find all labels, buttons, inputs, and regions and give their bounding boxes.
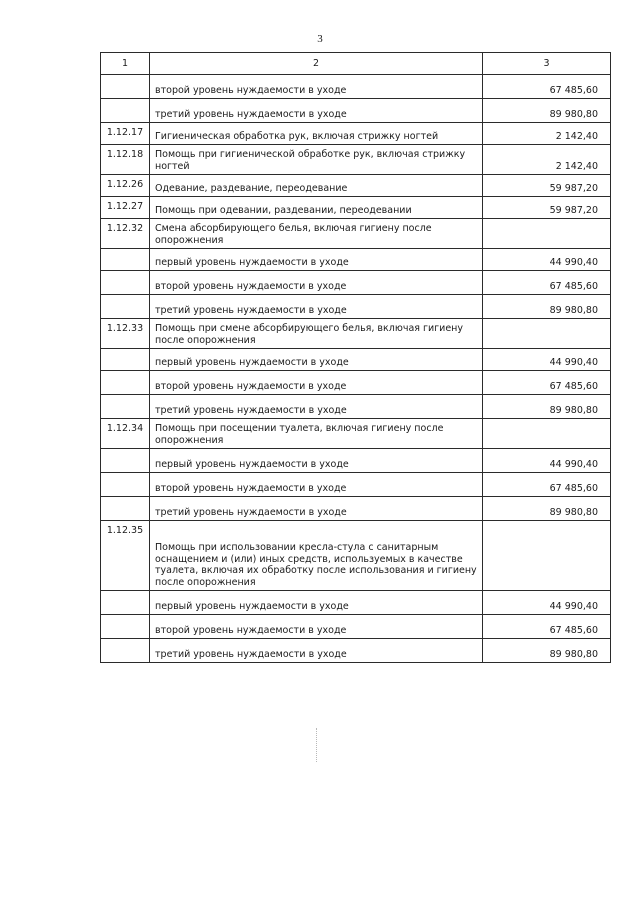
table-row	[101, 319, 611, 349]
column-header-code: 1	[101, 53, 150, 75]
table-row	[101, 271, 611, 295]
row-service-name: третий уровень нуждаемости в уходе	[150, 639, 483, 663]
table-row	[101, 371, 611, 395]
row-code	[101, 615, 150, 639]
row-service-name: Помощь при смене абсорбирующего белья, включая гигиену после опорожнения	[150, 319, 483, 349]
row-price: 44 990,40	[483, 349, 611, 371]
row-code	[101, 395, 150, 419]
row-service-name: первый уровень нуждаемости в уходе	[150, 591, 483, 615]
scan-artifact-dots	[316, 728, 318, 762]
table-row	[101, 219, 611, 249]
table-row	[101, 591, 611, 615]
table-row	[101, 349, 611, 371]
table-row	[101, 175, 611, 197]
table-row	[101, 295, 611, 319]
row-service-name: Помощь при одевании, раздевании, переодевании	[150, 197, 483, 219]
row-code: 1.12.35	[101, 521, 150, 591]
table-row	[101, 615, 611, 639]
table-row	[101, 639, 611, 663]
row-price: 2 142,40	[483, 123, 611, 145]
row-service-name: второй уровень нуждаемости в уходе	[150, 75, 483, 99]
row-price: 2 142,40	[483, 145, 611, 175]
row-service-name: второй уровень нуждаемости в уходе	[150, 271, 483, 295]
row-service-name: Помощь при гигиенической обработке рук, включая стрижку ногтей	[150, 145, 483, 175]
row-code	[101, 371, 150, 395]
row-service-name: второй уровень нуждаемости в уходе	[150, 371, 483, 395]
row-service-name: первый уровень нуждаемости в уходе	[150, 249, 483, 271]
table-row	[101, 473, 611, 497]
row-code: 1.12.17	[101, 123, 150, 145]
row-price: 67 485,60	[483, 473, 611, 497]
row-service-name: Помощь при использовании кресла-стула с санитарным оснащением и (или) иных средств, используемых в качестве туалета, включая их обработку после использования и гигиену после опорожнения	[150, 521, 483, 591]
row-code: 1.12.33	[101, 319, 150, 349]
table-row	[101, 99, 611, 123]
row-code	[101, 99, 150, 123]
row-price: 89 980,80	[483, 395, 611, 419]
row-price: 67 485,60	[483, 371, 611, 395]
table-row	[101, 497, 611, 521]
row-code: 1.12.34	[101, 419, 150, 449]
row-service-name: третий уровень нуждаемости в уходе	[150, 295, 483, 319]
table-row	[101, 521, 611, 591]
column-header-price: 3	[483, 53, 611, 75]
row-code	[101, 75, 150, 99]
table-row	[101, 75, 611, 99]
row-price: 67 485,60	[483, 271, 611, 295]
table-row	[101, 145, 611, 175]
table-header-row	[101, 53, 611, 75]
table-row	[101, 395, 611, 419]
row-price: 89 980,80	[483, 497, 611, 521]
row-price: 44 990,40	[483, 449, 611, 473]
row-price	[483, 419, 611, 449]
row-service-name: второй уровень нуждаемости в уходе	[150, 615, 483, 639]
page-number: 3	[317, 33, 323, 45]
row-service-name: Смена абсорбирующего белья, включая гигиену после опорожнения	[150, 219, 483, 249]
row-code: 1.12.18	[101, 145, 150, 175]
row-service-name: первый уровень нуждаемости в уходе	[150, 449, 483, 473]
tariff-table-body	[101, 53, 611, 663]
row-service-name: Гигиеническая обработка рук, включая стрижку ногтей	[150, 123, 483, 145]
row-price: 59 987,20	[483, 175, 611, 197]
row-code	[101, 639, 150, 663]
row-service-name: третий уровень нуждаемости в уходе	[150, 497, 483, 521]
row-price	[483, 521, 611, 591]
row-price	[483, 319, 611, 349]
row-code	[101, 591, 150, 615]
row-price: 89 980,80	[483, 639, 611, 663]
row-code: 1.12.32	[101, 219, 150, 249]
row-price: 44 990,40	[483, 591, 611, 615]
row-code	[101, 449, 150, 473]
row-code	[101, 349, 150, 371]
row-price: 67 485,60	[483, 615, 611, 639]
row-code: 1.12.26	[101, 175, 150, 197]
table-row	[101, 449, 611, 473]
table-row	[101, 197, 611, 219]
row-price: 44 990,40	[483, 249, 611, 271]
row-service-name: первый уровень нуждаемости в уходе	[150, 349, 483, 371]
table-row	[101, 249, 611, 271]
table-row	[101, 123, 611, 145]
row-price: 89 980,80	[483, 295, 611, 319]
row-price: 59 987,20	[483, 197, 611, 219]
column-header-name: 2	[150, 53, 483, 75]
row-code	[101, 249, 150, 271]
tariff-table	[100, 52, 611, 663]
row-service-name: Помощь при посещении туалета, включая гигиену после опорожнения	[150, 419, 483, 449]
row-price: 89 980,80	[483, 99, 611, 123]
row-code	[101, 295, 150, 319]
row-code	[101, 497, 150, 521]
row-code	[101, 271, 150, 295]
row-service-name: третий уровень нуждаемости в уходе	[150, 99, 483, 123]
row-service-name: третий уровень нуждаемости в уходе	[150, 395, 483, 419]
table-row	[101, 419, 611, 449]
row-price: 67 485,60	[483, 75, 611, 99]
row-price	[483, 219, 611, 249]
row-code	[101, 473, 150, 497]
row-service-name: второй уровень нуждаемости в уходе	[150, 473, 483, 497]
row-code: 1.12.27	[101, 197, 150, 219]
row-service-name: Одевание, раздевание, переодевание	[150, 175, 483, 197]
